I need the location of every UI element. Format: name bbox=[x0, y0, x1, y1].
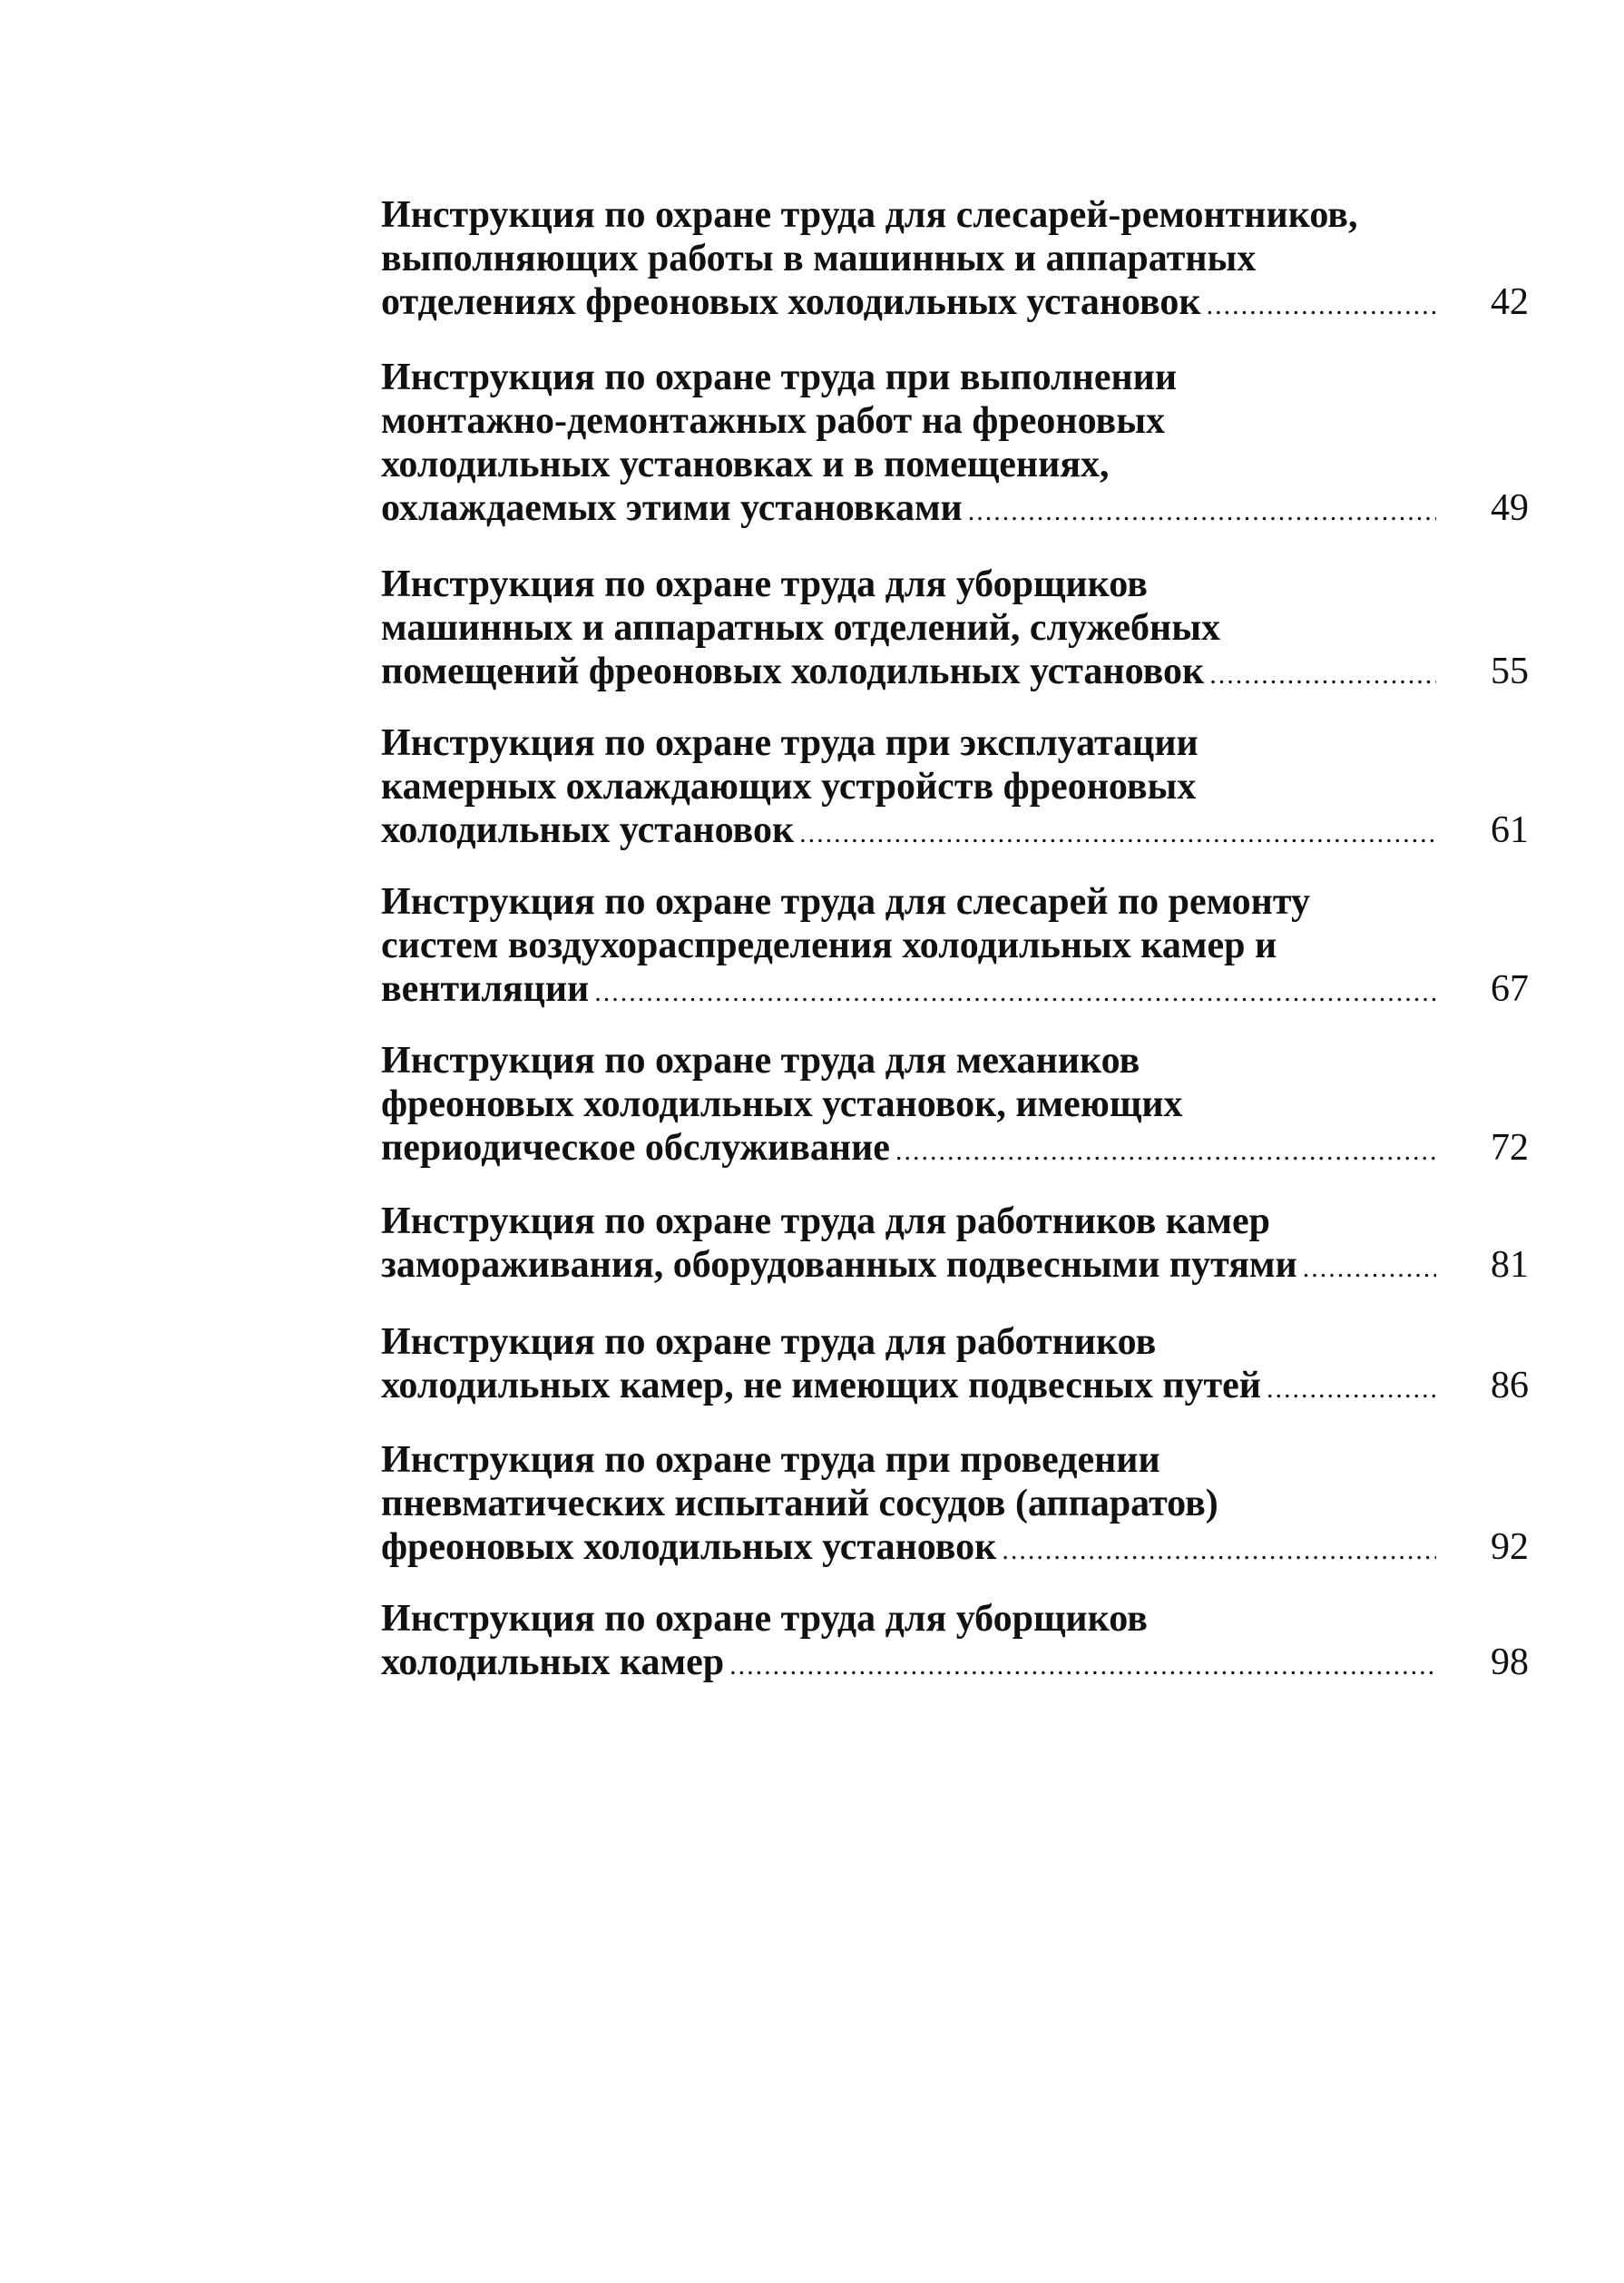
toc-entry-title-line: Инструкция по охране труда при проведении bbox=[381, 1439, 1160, 1481]
toc-entry bbox=[381, 563, 1529, 693]
dot-leader bbox=[799, 812, 1436, 856]
toc-entry-title-line: холодильных камер bbox=[381, 1641, 725, 1683]
toc-page-number: 49 bbox=[1491, 487, 1529, 529]
dot-leader bbox=[1207, 284, 1436, 328]
toc-entry bbox=[381, 356, 1529, 530]
toc-entry-title-line: пневматических испытаний сосудов (аппаратов) bbox=[381, 1483, 1218, 1524]
toc-page-number: 55 bbox=[1491, 651, 1529, 692]
toc-entry-last-line bbox=[381, 1364, 1529, 1407]
toc-entry-last-line bbox=[381, 1243, 1529, 1287]
toc-page-number: 86 bbox=[1491, 1365, 1529, 1406]
toc-entry-title-line: периодическое обслуживание bbox=[381, 1127, 890, 1169]
toc-entry-last-line bbox=[381, 1126, 1529, 1170]
dot-leader bbox=[594, 971, 1436, 1014]
toc-entry bbox=[381, 880, 1529, 1011]
toc-entry-last-line bbox=[381, 650, 1529, 693]
toc-entry bbox=[381, 721, 1529, 852]
toc-entry-last-line bbox=[381, 1641, 1529, 1684]
dot-leader bbox=[1209, 653, 1436, 697]
dot-leader bbox=[968, 490, 1436, 534]
toc-entry bbox=[381, 1200, 1529, 1287]
toc-entry-title-line: холодильных установках и в помещениях, bbox=[381, 444, 1110, 485]
toc-entry-title-line: камерных охлаждающих устройств фреоновых bbox=[381, 766, 1197, 808]
dot-leader bbox=[1303, 1247, 1436, 1290]
toc-page-number: 61 bbox=[1491, 809, 1529, 851]
toc-entry-title-line: замораживания, оборудованных подвесными путями bbox=[381, 1244, 1297, 1286]
toc-entry-title-line: холодильных установок bbox=[381, 809, 795, 851]
toc-entry bbox=[381, 1438, 1529, 1569]
toc-entry-title-line: систем воздухораспределения холодильных камер и bbox=[381, 925, 1277, 966]
toc-entry-title-line: Инструкция по охране труда для слесарей по ремонту bbox=[381, 881, 1310, 923]
dot-leader bbox=[1267, 1367, 1436, 1411]
toc-entry-title-line: Инструкция по охране труда при эксплуатации bbox=[381, 722, 1198, 764]
toc-entry bbox=[381, 1320, 1529, 1407]
toc-page-number: 67 bbox=[1491, 968, 1529, 1010]
toc-entry-title-line: выполняющих работы в машинных и аппаратных bbox=[381, 238, 1257, 279]
toc-entry-title-line: Инструкция по охране труда для слесарей-ремонтников, bbox=[381, 194, 1358, 236]
toc-entry-last-line bbox=[381, 1525, 1529, 1569]
toc-entry bbox=[381, 1039, 1529, 1170]
toc-entry-title-line: Инструкция по охране труда для уборщиков bbox=[381, 563, 1148, 605]
toc-entry-title-line: фреоновых холодильных установок bbox=[381, 1526, 997, 1568]
toc-page-number: 42 bbox=[1491, 281, 1529, 323]
dot-leader bbox=[1002, 1529, 1436, 1573]
toc-entry-last-line bbox=[381, 967, 1529, 1011]
toc-entry-last-line bbox=[381, 486, 1529, 530]
toc-entry bbox=[381, 1597, 1529, 1684]
toc-entry-title-line: Инструкция по охране труда для уборщиков bbox=[381, 1598, 1148, 1640]
toc-entry-title-line: монтажно-демонтажных работ на фреоновых bbox=[381, 400, 1166, 442]
toc-page-number: 81 bbox=[1491, 1244, 1529, 1286]
toc-entry-last-line bbox=[381, 808, 1529, 852]
toc-page-number: 72 bbox=[1491, 1127, 1529, 1169]
toc-entry-title-line: фреоновых холодильных установок, имеющих bbox=[381, 1083, 1183, 1125]
toc-entry-title-line: отделениях фреоновых холодильных установок bbox=[381, 281, 1201, 323]
dot-leader bbox=[729, 1644, 1436, 1688]
toc-entry-last-line bbox=[381, 280, 1529, 324]
toc-entry-title-line: Инструкция по охране труда для механиков bbox=[381, 1040, 1140, 1082]
toc-entry-title-line: Инструкция по охране труда для работников камер bbox=[381, 1200, 1270, 1242]
toc-entry-title-line: помещений фреоновых холодильных установок bbox=[381, 651, 1205, 692]
toc-entry-title-line: холодильных камер, не имеющих подвесных путей bbox=[381, 1365, 1261, 1406]
toc-entry-title-line: машинных и аппаратных отделений, служебных bbox=[381, 607, 1221, 649]
toc-entry-title-line: охлаждаемых этими установками bbox=[381, 487, 963, 529]
toc-entry-title-line: Инструкция по охране труда при выполнении bbox=[381, 357, 1178, 398]
toc-entry-title-line: вентиляции bbox=[381, 968, 590, 1010]
toc-entry-title-line: Инструкция по охране труда для работников bbox=[381, 1321, 1157, 1363]
dot-leader bbox=[895, 1130, 1436, 1173]
toc-entry bbox=[381, 193, 1529, 324]
toc-page-number: 98 bbox=[1491, 1641, 1529, 1683]
toc-page-number: 92 bbox=[1491, 1526, 1529, 1568]
